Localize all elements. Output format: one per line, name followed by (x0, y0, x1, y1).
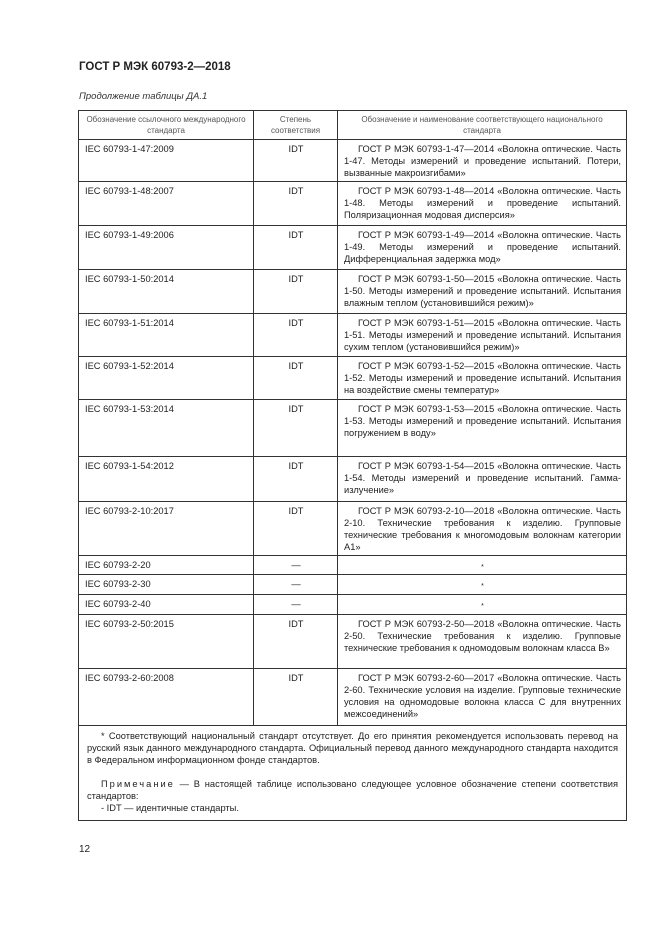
ref-standard: IEC 60793-1-51:2014 (79, 314, 254, 357)
column-header: Степень соответствия (254, 111, 338, 140)
degree: IDT (254, 226, 338, 270)
national-standard-text: ГОСТ Р МЭК 60793-1-50—2015 «Волокна оптические. Часть 1-50. Методы измерений и проведение испытаний. Испытания влажным теплом (установившийся режим)» (344, 274, 621, 308)
ref-standard: IEC 60793-1-47:2009 (79, 140, 254, 182)
note-body: — В настоящей таблице использовано следующее условное обозначение степени соответствия стандартов: (87, 779, 618, 801)
degree: IDT (254, 502, 338, 556)
table-row (79, 270, 627, 314)
ref-standard: IEC 60793-1-52:2014 (79, 357, 254, 400)
national-standard-text: ГОСТ Р МЭК 60793-1-48—2014 «Волокна оптические. Часть 1-48. Методы измерений и проведение испытаний. Поляризационная модовая дисперсия» (344, 186, 621, 220)
ref-standard: IEC 60793-2-60:2008 (79, 669, 254, 726)
national-standard (338, 140, 627, 182)
national-standard-text: ГОСТ Р МЭК 60793-2-50—2018 «Волокна оптические. Часть 2-50. Технические требования к изделию. Групповые технические требования к одномодовым волокнам класса В» (344, 619, 621, 653)
table-row (79, 669, 627, 726)
degree: IDT (254, 615, 338, 669)
national-standard (338, 314, 627, 357)
table-row (79, 357, 627, 400)
table-row (79, 502, 627, 556)
national-standard (338, 400, 627, 457)
degree: IDT (254, 140, 338, 182)
note-label: Примечание (101, 779, 175, 789)
national-standard (338, 182, 627, 226)
ref-standard: IEC 60793-1-48:2007 (79, 182, 254, 226)
national-standard (338, 595, 627, 615)
table-header (79, 111, 627, 140)
table-row (79, 575, 627, 595)
national-standard (338, 615, 627, 669)
ref-standard: IEC 60793-2-50:2015 (79, 615, 254, 669)
ref-standard: IEC 60793-2-40 (79, 595, 254, 615)
footnote-text: * Соответствующий национальный стандарт отсутствует. До его принятия рекомендуется использовать перевод на русский язык данного международного стандарта. Официальный перевод данного международного стандарта находится в Федеральном информационном фонде стандартов. (87, 731, 618, 765)
national-standard-text: ГОСТ Р МЭК 60793-1-52—2015 «Волокна оптические. Часть 1-52. Методы измерений и проведение испытаний. Испытания на воздействие смены температур» (344, 361, 621, 395)
table-row (79, 615, 627, 669)
table-row (79, 595, 627, 615)
degree: IDT (254, 669, 338, 726)
ref-standard: IEC 60793-1-49:2006 (79, 226, 254, 270)
table-footnote (79, 726, 627, 821)
national-standard-text: ГОСТ Р МЭК 60793-1-54—2015 «Волокна оптические. Часть 1-54. Методы измерений и проведение испытаний. Гамма-излучение» (344, 461, 621, 495)
national-standard-text: ГОСТ Р МЭК 60793-2-60—2017 «Волокна оптические. Часть 2-60. Технические условия на изделие. Групповые технические условия на одномодовые волокна класса С для внутренних межсоединений» (344, 673, 621, 719)
column-header: Обозначение ссылочного международного стандарта (79, 111, 254, 140)
table-row (79, 400, 627, 457)
ref-standard: IEC 60793-2-30 (79, 575, 254, 595)
ref-standard: IEC 60793-2-10:2017 (79, 502, 254, 556)
standards-table (78, 110, 627, 821)
table-row (79, 182, 627, 226)
column-header: Обозначение и наименование соответствующего национального стандарта (338, 111, 627, 140)
table-row (79, 226, 627, 270)
national-standard (338, 226, 627, 270)
national-standard (338, 357, 627, 400)
note-text (87, 778, 618, 802)
note-item: - IDT — идентичные стандарты. (101, 803, 239, 813)
national-standard (338, 669, 627, 726)
table-row (79, 457, 627, 502)
ref-standard: IEC 60793-2-20 (79, 556, 254, 575)
national-standard-text: ГОСТ Р МЭК 60793-1-51—2015 «Волокна оптические. Часть 1-51. Методы измерений и проведение испытаний. Испытания сухим теплом (установившийся режим)» (344, 318, 621, 352)
degree: IDT (254, 457, 338, 502)
ref-standard: IEC 60793-1-53:2014 (79, 400, 254, 457)
degree: IDT (254, 314, 338, 357)
national-standard-text: * (481, 564, 484, 571)
national-standard (338, 502, 627, 556)
degree: IDT (254, 270, 338, 314)
national-standard-text: ГОСТ Р МЭК 60793-2-10—2018 «Волокна оптические. Часть 2-10. Технические требования к изделию. Групповые технические требования к многомодовым волокнам категории А1» (344, 506, 621, 552)
national-standard-text: ГОСТ Р МЭК 60793-1-49—2014 «Волокна оптические. Часть 1-49. Методы измерений и проведение испытаний. Дифференциальная задержка мод» (344, 230, 621, 264)
national-standard-text: ГОСТ Р МЭК 60793-1-53—2015 «Волокна оптические. Часть 1-53. Методы измерений и проведение испытаний. Испытания погружением в воду» (344, 404, 621, 438)
degree: — (254, 595, 338, 615)
national-standard-text: ГОСТ Р МЭК 60793-1-47—2014 «Волокна оптические. Часть 1-47. Методы измерений и проведение испытаний. Потери, вызванные макроизгибами» (344, 144, 621, 178)
degree: IDT (254, 182, 338, 226)
degree: — (254, 556, 338, 575)
table-caption: Продолжение таблицы ДА.1 (79, 91, 208, 102)
table-row (79, 140, 627, 182)
table-row (79, 556, 627, 575)
table-row (79, 314, 627, 357)
ref-standard: IEC 60793-1-54:2012 (79, 457, 254, 502)
national-standard (338, 575, 627, 595)
document-title: ГОСТ Р МЭК 60793-2—2018 (79, 61, 231, 73)
degree: IDT (254, 400, 338, 457)
national-standard (338, 556, 627, 575)
national-standard-text: * (481, 603, 484, 610)
national-standard-text: * (481, 583, 484, 590)
ref-standard: IEC 60793-1-50:2014 (79, 270, 254, 314)
degree: IDT (254, 357, 338, 400)
national-standard (338, 457, 627, 502)
page-number: 12 (79, 844, 91, 855)
degree: — (254, 575, 338, 595)
national-standard (338, 270, 627, 314)
